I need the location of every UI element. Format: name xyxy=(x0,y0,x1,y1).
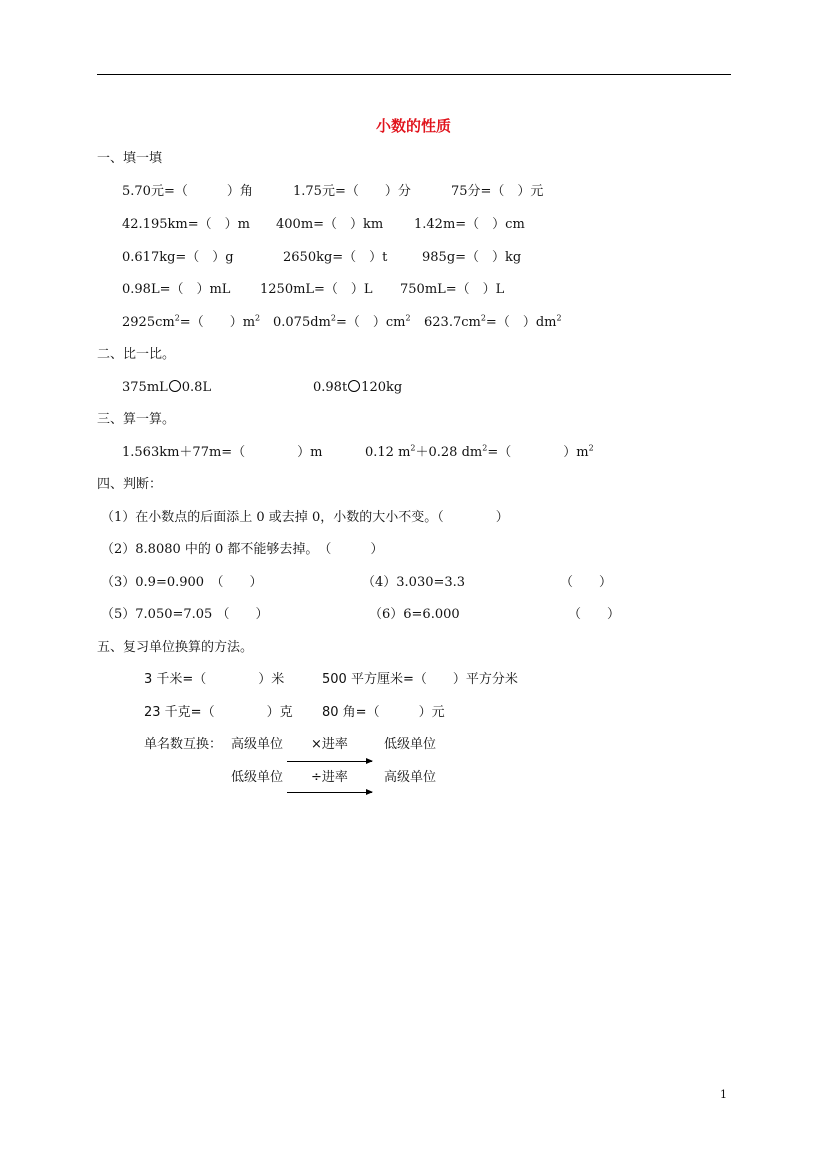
high-unit-1: 高级单位 xyxy=(231,737,284,752)
s1-r1-a: 5.70元=（ ）角 xyxy=(122,184,253,199)
s4-q5: （5）7.050=7.05 （ ） xyxy=(101,607,269,622)
s1-r3-c: 985g=（ ）kg xyxy=(422,250,522,265)
s1-r5-b: $0.075dm^2=$（ ）$cm^2$ xyxy=(273,313,411,330)
divide-rate: ÷进率 xyxy=(311,770,348,785)
section-2-heading: 二、比一比。 xyxy=(97,347,176,362)
compare-circle-icon[interactable] xyxy=(169,380,181,392)
s1-r2-c: 1.42m=（ ）cm xyxy=(414,217,525,232)
header-rule xyxy=(97,74,731,75)
s4-q2: （2）8.8080 中的 0 都不能够去掉。 （ ） xyxy=(101,542,384,557)
s1-r4-c: 750mL=（ ）L xyxy=(400,282,505,297)
section-5-heading: 五、复习单位换算的方法。 xyxy=(97,640,254,655)
s1-r4-a: 0.98L=（ ）mL xyxy=(122,282,231,297)
s3-calc-a: 1.563km＋77m=（ ）m xyxy=(122,445,323,460)
s4-q4: （4）3.030=3.3 xyxy=(362,575,466,590)
s2-compare-a: 375mL 0.8L xyxy=(122,380,212,395)
low-unit-1: 低级单位 xyxy=(384,737,437,752)
high-unit-2: 高级单位 xyxy=(384,770,437,785)
s5-r2-b: 80 角=（ ）元 xyxy=(322,705,445,720)
s1-r4-b: 1250mL=（ ）L xyxy=(260,282,373,297)
s5-r1-b: 500 平方厘米=（ ）平方分米 xyxy=(322,672,518,687)
s1-r1-c: 75分=（ ）元 xyxy=(451,184,544,199)
right-arrow-icon xyxy=(287,792,372,793)
s5-r1-a: 3 千米=（ ）米 xyxy=(144,672,285,687)
page-number: 1 xyxy=(720,1088,727,1101)
s4-q6-answer: （ ） xyxy=(568,607,621,622)
s1-r5-a: $2925cm^2=$（ ）$m^2$ xyxy=(122,313,261,330)
s1-r3-b: 2650kg=（ ）t xyxy=(283,250,388,265)
section-1-heading: 一、填一填 xyxy=(97,151,163,166)
s4-q3: （3）0.9=0.900 （ ） xyxy=(101,575,263,590)
section-3-heading: 三、算一算。 xyxy=(97,412,176,427)
conversion-label: 单名数互换： xyxy=(144,737,223,752)
low-unit-2: 低级单位 xyxy=(231,770,284,785)
s4-q4-answer: （ ） xyxy=(560,575,613,590)
s3-calc-b: 0.12 $m^2+0.28$ $dm^2=$（ ）$m^2$ xyxy=(365,443,594,460)
s1-r2-a: 42.195km=（ ）m xyxy=(122,217,250,232)
s5-r2-a: 23 千克=（ ）克 xyxy=(144,705,293,720)
multiply-rate: ×进率 xyxy=(311,737,348,752)
s4-q1: （1）在小数点的后面添上 0 或去掉 0，小数的大小不变。（ ） xyxy=(101,510,509,525)
s1-r3-a: 0.617kg=（ ）g xyxy=(122,250,234,265)
right-arrow-icon xyxy=(287,761,372,762)
s1-r5-c: $623.7cm^2=$（ ）$dm^2$ xyxy=(424,313,562,330)
s1-r1-b: 1.75元=（ ）分 xyxy=(293,184,411,199)
s2-compare-b: 0.98t 120kg xyxy=(313,380,403,395)
compare-circle-icon[interactable] xyxy=(348,380,360,392)
s4-q6: （6）6=6.000 xyxy=(369,607,460,622)
section-4-heading: 四、判断： xyxy=(97,477,163,492)
s1-r2-b: 400m=（ ）km xyxy=(276,217,384,232)
page-title: 小数的性质 xyxy=(375,117,451,135)
